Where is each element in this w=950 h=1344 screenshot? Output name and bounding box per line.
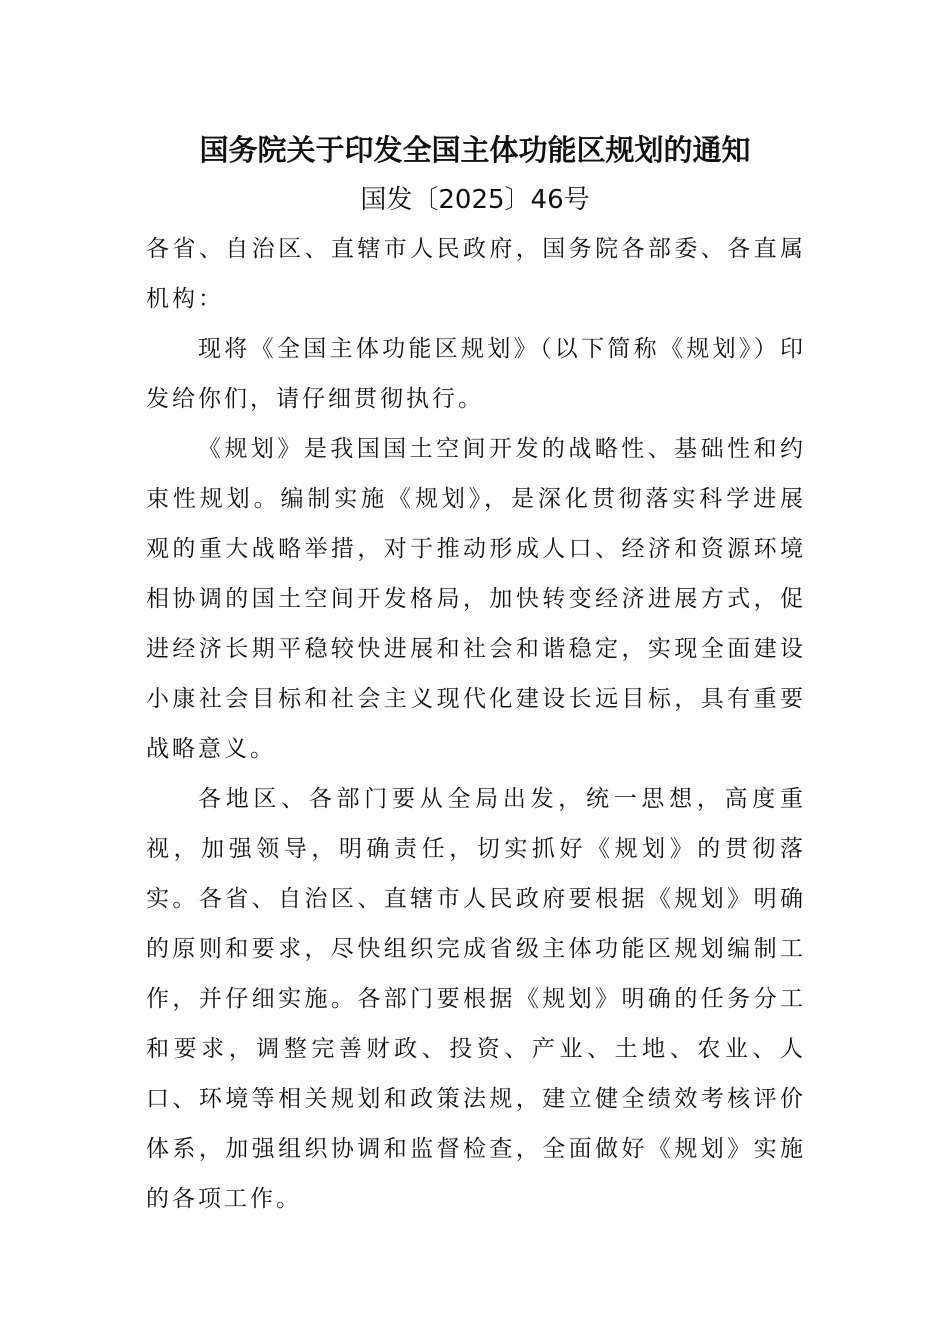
document-number: 国发〔2025〕46号 <box>360 185 590 215</box>
paragraph-2: 《规划》是我国国土空间开发的战略性、基础性和约束性规划。编制实施《规划》，是深化贯彻落实科学进展观的重大战略举措，对于推动形成人口、经济和资源环境相协调的国土空间开发格局，加快转变经济进展方式，促进经济长期平稳较快进展和社会和谐稳定，实现全面建设小康社会目标和社会主义现代化建设长远目标，具有重要战略意义。 <box>146 436 806 762</box>
document-body <box>146 224 806 1224</box>
document-title: 国务院关于印发全国主体功能区规划的通知 <box>199 133 751 167</box>
salutation: 各省、自治区、直辖市人民政府，国务院各部委、各直属机构： <box>146 236 806 312</box>
paragraph-3: 各地区、各部门要从全局出发，统一思想，高度重视，加强领导，明确责任，切实抓好《规划》的贯彻落实。各省、自治区、直辖市人民政府要根据《规划》明确的原则和要求，尽快组织完成省级主体功能区规划编制工作，并仔细实施。各部门要根据《规划》明确的任务分工和要求，调整完善财政、投资、产业、土地、农业、人口、环境等相关规划和政策法规，建立健全绩效考核评价体系，加强组织协调和监督检查，全面做好《规划》实施的各项工作。 <box>146 786 806 1212</box>
paragraph-1: 现将《全国主体功能区规划》（以下简称《规划》）印发给你们，请仔细贯彻执行。 <box>146 336 806 412</box>
